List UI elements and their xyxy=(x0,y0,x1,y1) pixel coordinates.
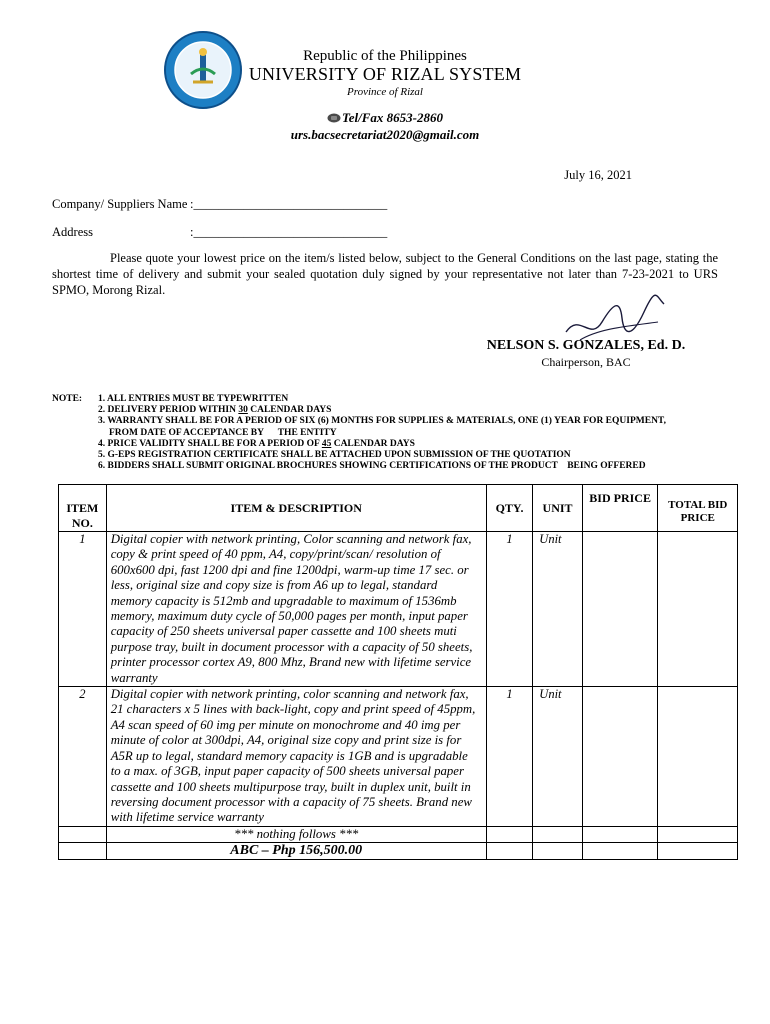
abc-row xyxy=(59,842,738,859)
table-row xyxy=(59,687,738,827)
abc-amount: ABC – Php 156,500.00 xyxy=(106,842,486,859)
note-item: 5. G-EPS REGISTRATION CERTIFICATE SHALL BE ATTACHED UPON SUBMISSION OF THE QUOTATION xyxy=(98,450,571,461)
item-description: Digital copier with network printing, Color scanning and network fax, copy & print speed of 40 ppm, A4, copy/print/scan/ resolution of 600x600 dpi, fast 1200 dpi and fine 1200dpi, warm-up time 17 sec. or less, original size and copy size is from A6 up to legal, standard memory capacity is 512mb and upgradable to maximum of 1536mb memory, maximum duty cycle of 50,000 pages per month, input paper capacity of 250 sheets universal paper cassette and 100 sheets muti purpose tray, built in document processor with a capacity of 50 sheets, printer processor cortex A9, 800 Mhz, Brand new with lifetime service warranty xyxy=(106,532,486,687)
item-bid-price[interactable] xyxy=(582,687,658,827)
item-number: 1 xyxy=(59,532,107,687)
company-field xyxy=(52,197,387,212)
republic-line: Republic of the Philippines xyxy=(303,48,467,64)
address-label: Address xyxy=(52,225,93,239)
item-unit: Unit xyxy=(533,532,583,687)
item-total-bid-price[interactable] xyxy=(658,687,738,827)
signatory-name: NELSON S. GONZALES, Ed. D. xyxy=(486,338,686,353)
email-line: urs.bacsecretariat2020@gmail.com xyxy=(290,127,480,142)
nothing-follows-row xyxy=(59,826,738,842)
header-item-no: ITEM NO. xyxy=(59,485,107,532)
item-qty: 1 xyxy=(486,687,533,827)
nothing-follows-text: *** nothing follows *** xyxy=(106,826,486,842)
note-item: 1. ALL ENTRIES MUST BE TYPEWRITTEN xyxy=(98,394,289,404)
university-name: UNIVERSITY OF RIZAL SYSTEM xyxy=(248,64,522,84)
company-label: Company/ Suppliers Name xyxy=(52,197,188,211)
note-item: 3. WARRANTY SHALL BE FOR A PERIOD OF SIX (6) MONTHS FOR SUPPLIES & MATERIALS, ONE (1) YEAR FOR EQUIPMENT, FROM DATE OF ACCEPTANCE BY THE ENTITY xyxy=(98,416,666,438)
header-bid-price: BID PRICE xyxy=(582,485,658,532)
header-description: ITEM & DESCRIPTION xyxy=(106,485,486,532)
header-total-bid-price: TOTAL BID PRICE xyxy=(658,485,738,532)
tel-fax-text: Tel/Fax 8653-2860 xyxy=(342,110,443,125)
item-description: Digital copier with network printing, color scanning and network fax, 21 characters x 5 lines with back-light, copy and print speed of 45ppm, A4 scan speed of 60 img per minute on monochrome and 40 img per minute of color at 300dpi, A4, original size copy and print size is for A5R up to legal, standard memory capacity is 1GB and is upgradable to a max. of 3GB, input paper capacity of 500 sheets universal paper cassette and 100 sheets multipurpose tray, built in duplex unit, built in reversing document processor with a capacity of 75 sheets. Brand new with lifetime service warranty xyxy=(106,687,486,827)
item-unit: Unit xyxy=(533,687,583,827)
header-qty: QTY. xyxy=(486,485,533,532)
item-bid-price[interactable] xyxy=(582,532,658,687)
phone-icon xyxy=(327,113,341,123)
items-table xyxy=(58,484,738,860)
notes-list xyxy=(98,394,728,472)
instruction-paragraph: Please quote your lowest price on the item/s listed below, subject to the General Conditions on the last page, stating the shortest time of delivery and submit your sealed quotation duly signed by your representative not later than 7-23-2021 to URS SPMO, Morong Rizal. xyxy=(52,251,718,297)
address-field xyxy=(52,225,387,240)
item-qty: 1 xyxy=(486,532,533,687)
signatory-title: Chairperson, BAC xyxy=(541,355,631,369)
table-row xyxy=(59,532,738,687)
note-item: 6. BIDDERS SHALL SUBMIT ORIGINAL BROCHURES SHOWING CERTIFICATIONS OF THE PRODUCT BEING OFFERED xyxy=(98,461,646,472)
note-item: 2. DELIVERY PERIOD WITHIN 30 CALENDAR DAYS xyxy=(98,405,332,416)
table-header-row xyxy=(59,485,738,532)
address-blank: :_______________________________ xyxy=(190,225,388,239)
company-blank: :_______________________________ xyxy=(190,197,388,211)
province-line: Province of Rizal xyxy=(347,86,423,98)
tel-fax-line xyxy=(0,110,770,126)
item-total-bid-price[interactable] xyxy=(658,532,738,687)
header-unit: UNIT xyxy=(533,485,583,532)
letter-date: July 16, 2021 xyxy=(564,168,632,182)
note-item: 4. PRICE VALIDITY SHALL BE FOR A PERIOD OF 45 CALENDAR DAYS xyxy=(98,438,415,449)
item-number: 2 xyxy=(59,687,107,827)
note-label: NOTE: xyxy=(52,394,83,404)
